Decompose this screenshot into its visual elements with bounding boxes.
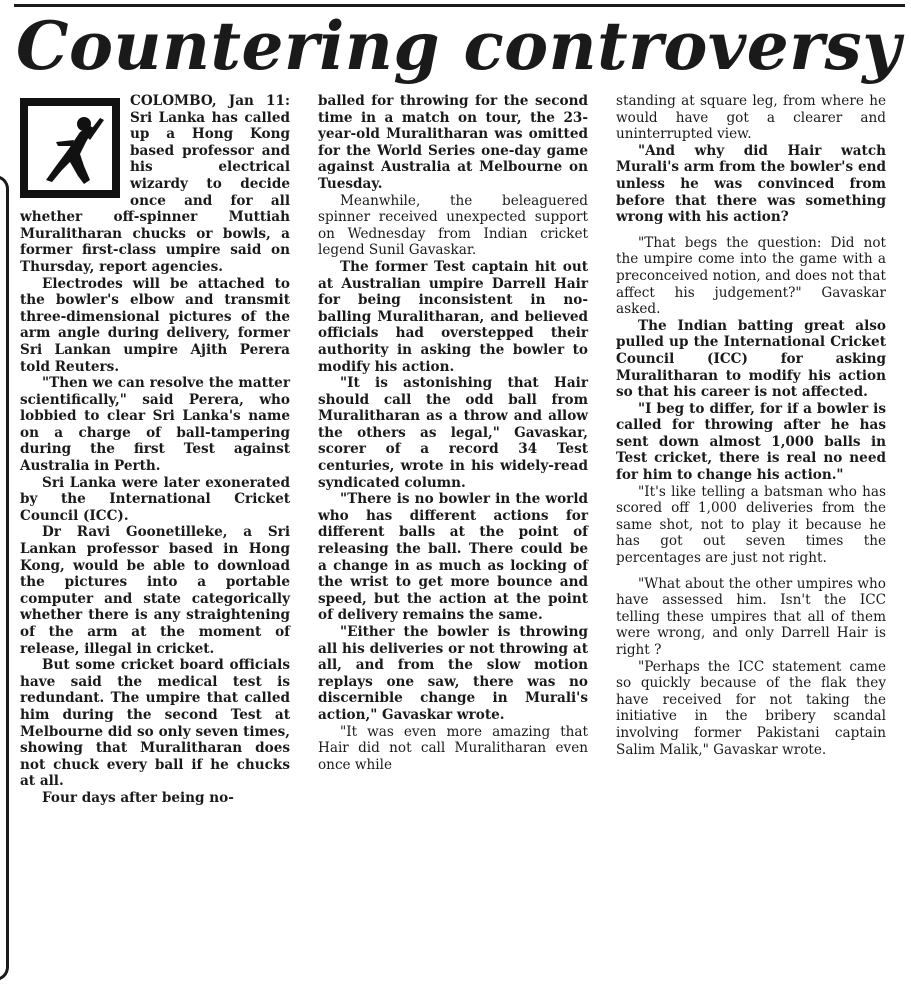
column-3 (616, 93, 886, 986)
paragraph: "Then we can resolve the matter scientifically," said Perera, who lobbied to clear Sri Lanka's name on a charge of ball-tampering during the first Test against Australia in Perth. (20, 375, 290, 475)
paragraph: "Either the bowler is throwing all his deliveries or not throwing at all, and from the slow motion replays one saw, there was no discernible change in Murali's action," Gavaskar wrote. (318, 624, 588, 723)
headline: Countering controversy (16, 7, 902, 85)
paragraph: balled for throwing for the second time in a match on tour, the 23-year-old Muralitharan was omitted for the World Series one-day game against Australia at Melbourne on Tuesday. (318, 93, 588, 192)
paragraph: "And why did Hair watch Murali's arm from the bowler's end unless he was convinced from before that there was something wrong with his action? (616, 142, 886, 226)
paragraph: Four days after being no- (42, 789, 234, 806)
left-bracket-rule (0, 175, 9, 981)
paragraph: "What about the other umpires who have assessed him. Isn't the ICC telling these umpires that all of them were wrong, and only Darrell Hair is right ? (616, 575, 886, 658)
cricketer-icon (20, 98, 120, 198)
paragraph: "That begs the question: Did not the umpire come into the game with a preconceived notion, and does not that affect his judgement?" Gavaskar asked. (616, 234, 886, 318)
column-1 (20, 93, 290, 986)
paragraph: "I beg to differ, for if a bowler is called for throwing after he has sent down almost 1,000 balls in Test cricket, there is real no need for him to change his action." (616, 400, 886, 484)
paragraph: The Indian batting great also pulled up the International Cricket Council (ICC) for asking Muralitharan to modify his action so that his career is not affected. (616, 317, 886, 401)
paragraph: COLOMBO, Jan 11: Sri Lanka has called up a Hong Kong based professor and his electrical wizardy to decide once and for all whether off-spinner Muttiah Muralitharan chucks or bowls, a former first-class umpire said on Thursday, report agencies. (20, 93, 290, 275)
paragraph: standing at square leg, from where he would have got a clearer and uninterrupted view. (616, 93, 886, 143)
paragraph: Dr Ravi Goonetilleke, a Sri Lankan professor based in Hong Kong, would be able to download the pictures into a portable computer and state categorically whether there is any straightening of the arm at the moment of release, illegal in cricket. (20, 524, 290, 657)
paragraph: "It was even more amazing that Hair did not call Muralitharan even once while (318, 723, 588, 773)
paragraph: "There is no bowler in the world who has different actions for different balls at the point of releasing the ball. There could be a change in as much as locking of the wrist to get more bounce and speed, but the action at the point of delivery remains the same. (318, 491, 588, 624)
paragraph: Sri Lanka were later exonerated by the International Cricket Council (ICC). (20, 474, 290, 524)
paragraph: Electrodes will be attached to the bowler's elbow and transmit three-dimensional pictures of the arm angle during delivery, former Sri Lankan umpire Ajith Perera told Reuters. (20, 275, 290, 375)
paragraph: "It is astonishing that Hair should call the odd ball from Muralitharan as a throw and allow the others as legal," Gavaskar, scorer of a record 34 Test centuries, wrote in his widely-read syndicated column. (318, 375, 588, 491)
paragraph: The former Test captain hit out at Australian umpire Darrell Hair for being inconsistent in no-balling Muralitharan, and believed officials had overstepped their authority in asking the bowler to modify his action. (318, 258, 588, 375)
column-2 (318, 93, 588, 986)
paragraph: "Perhaps the ICC statement came so quickly because of the flak they have received for not taking the initiative in the bribery scandal involving former Pakistani captain Salim Malik," Gavaskar wrote. (616, 658, 886, 758)
paragraph: "It's like telling a batsman who has scored off 1,000 deliveries from the same shot, not to play it because he has got out seven times the percentages are just not right. (616, 483, 886, 567)
paragraph: But some cricket board officials have said the medical test is redundant. The umpire that called him during the second Test at Melbourne did so only seven times, showing that Muralitharan does not chuck every ball if he chucks at all. (20, 657, 290, 790)
article-columns (20, 93, 886, 986)
paragraph: Meanwhile, the beleaguered spinner received unexpected support on Wednesday from Indian cricket legend Sunil Gavaskar. (318, 192, 588, 259)
